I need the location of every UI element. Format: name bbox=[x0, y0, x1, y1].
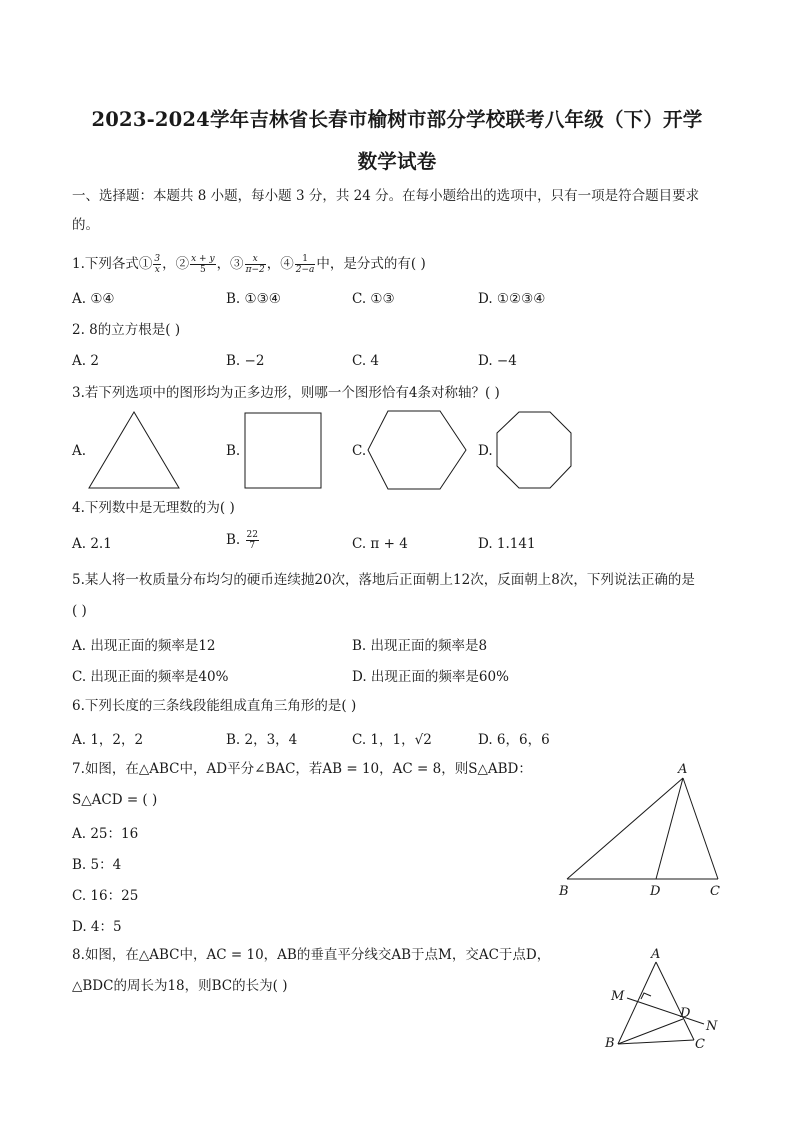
question-6-option-a[interactable]: A. 1，2，2 bbox=[72, 732, 144, 748]
label-b: B bbox=[559, 884, 569, 899]
page-title: 2023-2024学年吉林省长春市榆树市部分学校联考八年级（下）开学 bbox=[91, 108, 703, 131]
label-d: D bbox=[680, 1006, 691, 1021]
question-1-option-c[interactable]: C. ①③ bbox=[352, 291, 395, 307]
question-7-option-a[interactable]: A. 25：16 bbox=[72, 826, 139, 842]
section-heading-cont: 的。 bbox=[72, 217, 99, 233]
perpendicular-bisector bbox=[627, 998, 704, 1024]
question-7-stem: 7.如图，在△ABC中，AD平分∠BAC，若AB = 10，AC = 8，则S△ABD： bbox=[72, 761, 532, 777]
label-a: A bbox=[678, 762, 688, 777]
question-4-option-d[interactable]: D. 1.141 bbox=[478, 536, 536, 552]
question-1-stem: 1.下列各式① $\frac{3}{x}$ ，② $\frac{x + y}{5}$ ，③ $\frac{x}{\pi-2}$ ，④ $\frac{1}{2-a}$ 中，是分式的有( ) bbox=[72, 254, 426, 275]
question-3-option-c[interactable]: C. bbox=[352, 443, 367, 459]
label-a: A bbox=[651, 947, 661, 962]
question-6-option-c[interactable]: C. 1，1，√2 bbox=[352, 732, 432, 748]
segment-ac bbox=[656, 962, 694, 1040]
question-3-stem: 3.若下列选项中的图形均为正多边形，则哪一个图形恰有4条对称轴？( ) bbox=[72, 385, 500, 401]
question-5-option-d[interactable]: D. 出现正面的频率是60% bbox=[352, 669, 509, 685]
question-6-stem: 6.下列长度的三条线段能组成直角三角形的是( ) bbox=[72, 698, 357, 714]
label-c: C bbox=[710, 884, 720, 899]
question-1-option-d[interactable]: D. ①②③④ bbox=[478, 291, 546, 307]
question-4-stem: 4.下列数中是无理数的为( ) bbox=[72, 500, 235, 516]
label-n: N bbox=[706, 1019, 718, 1034]
question-2-option-b[interactable]: B. −2 bbox=[226, 353, 265, 369]
question-2-option-a[interactable]: A. 2 bbox=[72, 353, 99, 369]
question-2-option-c[interactable]: C. 4 bbox=[352, 353, 380, 369]
question-5-stem: 5.某人将一枚质量分布均匀的硬币连续抛20次，落地后正面朝上12次，反面朝上8次，下列说法正确的是 bbox=[72, 572, 695, 588]
question-8-stem: 8.如图，在△ABC中，AC = 10，AB的垂直平分线交AB于点M，交AC于点D， bbox=[72, 947, 551, 963]
question-5-option-b[interactable]: B. 出现正面的频率是8 bbox=[352, 638, 488, 654]
question-2-option-d[interactable]: D. −4 bbox=[478, 353, 517, 369]
question-3-option-b[interactable]: B. bbox=[226, 443, 241, 459]
question-4-option-c[interactable]: C. π + 4 bbox=[352, 536, 408, 552]
question-3-option-a[interactable]: A. bbox=[72, 443, 87, 459]
question-5-stem-cont: ( ) bbox=[72, 603, 87, 619]
question-8-stem-cont: △BDC的周长为18，则BC的长为( ) bbox=[72, 978, 288, 994]
page-subtitle: 数学试卷 bbox=[357, 150, 437, 173]
question-7-option-b[interactable]: B. 5：4 bbox=[72, 857, 122, 873]
label-b: B bbox=[605, 1036, 615, 1051]
question-6-option-b[interactable]: B. 2，3，4 bbox=[226, 732, 298, 748]
question-7-option-d[interactable]: D. 4：5 bbox=[72, 919, 122, 935]
question-5-option-a[interactable]: A. 出现正面的频率是12 bbox=[72, 638, 216, 654]
question-1-option-b[interactable]: B. ①③④ bbox=[226, 291, 281, 307]
segment-bc bbox=[618, 1040, 694, 1044]
label-m: M bbox=[611, 989, 625, 1004]
right-angle-mark bbox=[641, 993, 651, 999]
question-2-stem: 2. 8的立方根是( ) bbox=[72, 322, 181, 338]
label-c: C bbox=[695, 1037, 705, 1052]
label-d: D bbox=[650, 884, 661, 899]
question-3-option-d[interactable]: D. bbox=[478, 443, 493, 459]
section-heading: 一、选择题：本题共 8 小题，每小题 3 分，共 24 分。在每小题给出的选项中，只有一项是符合题目要求 bbox=[72, 188, 700, 204]
question-7-option-c[interactable]: C. 16：25 bbox=[72, 888, 139, 904]
question-6-option-d[interactable]: D. 6，6，6 bbox=[478, 732, 550, 748]
question-7-stem-cont: S△ACD = ( ) bbox=[72, 792, 158, 808]
question-5-option-c[interactable]: C. 出现正面的频率是40% bbox=[72, 669, 229, 685]
question-1-option-a[interactable]: A. ①④ bbox=[72, 291, 115, 307]
question-4-option-b[interactable]: B. $\frac{22}{7}$ bbox=[226, 530, 258, 551]
question-4-option-a[interactable]: A. 2.1 bbox=[72, 536, 112, 552]
